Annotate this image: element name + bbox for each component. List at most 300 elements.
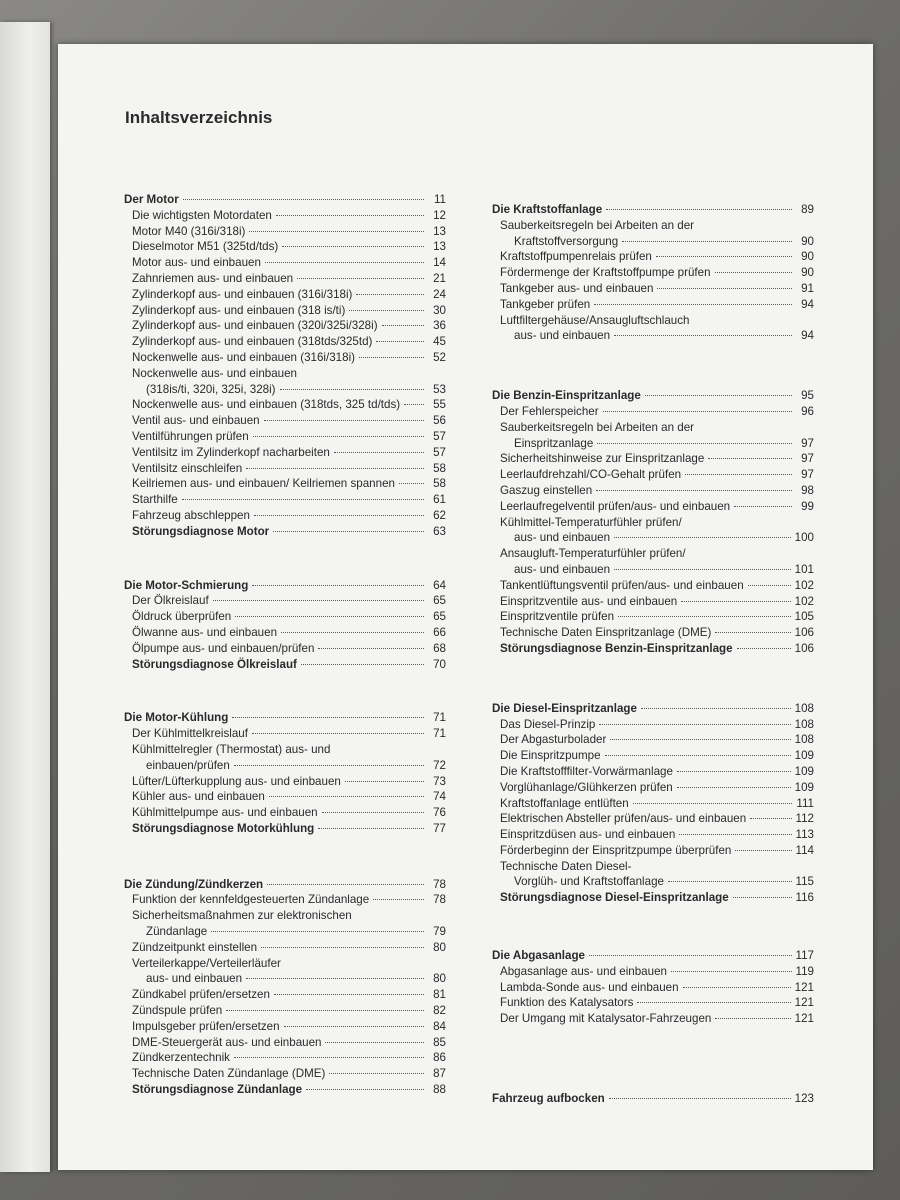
toc-entry [116, 892, 446, 908]
toc-entry-label: Sauberkeitsregeln bei Arbeiten an der [500, 420, 695, 434]
toc-page-number: 73 [433, 774, 446, 788]
toc-column-left [116, 192, 446, 1098]
toc-page-number: 123 [794, 1092, 814, 1106]
toc-entry-label: Tankgeber aus- und einbauen [500, 281, 654, 295]
toc-entry-label: aus- und einbauen [146, 972, 243, 986]
toc-page-number: 89 [801, 203, 814, 216]
dot-leader [622, 241, 792, 242]
toc-entry [484, 780, 814, 796]
dot-leader [301, 664, 424, 665]
toc-entry [484, 717, 814, 733]
toc-page-number: 108 [794, 733, 814, 747]
toc-section-heading [116, 710, 446, 726]
toc-entry-label: Einspritzdüsen aus- und einbauen [500, 828, 676, 842]
toc-entry [484, 980, 814, 996]
toc-page-number: 99 [801, 499, 814, 513]
toc-page-number: 63 [433, 524, 446, 538]
toc-entry-label: Zylinderkopf aus- und einbauen (318 is/ti) [132, 303, 346, 317]
toc-entry [116, 1050, 446, 1066]
toc-entry [116, 303, 446, 319]
toc-entry [484, 515, 814, 531]
toc-page-number: 121 [794, 996, 814, 1010]
toc-entry-label: Ventil aus- und einbauen [132, 414, 260, 428]
toc-page-number: 11 [433, 193, 446, 206]
toc-entry-label: Funktion des Katalysators [500, 996, 634, 1010]
toc-page-number: 109 [794, 780, 814, 794]
toc-page-number: 86 [433, 1051, 446, 1065]
toc-entry [116, 726, 446, 742]
toc-page-number: 65 [433, 594, 446, 608]
toc-page-number: 68 [433, 641, 446, 655]
toc-entry [116, 956, 446, 972]
toc-entry-label: Die Kraftstoffanlage [492, 203, 603, 216]
toc-page-number: 108 [794, 717, 814, 731]
dot-leader [677, 771, 791, 772]
dot-leader [269, 796, 424, 797]
dot-leader [318, 828, 424, 829]
toc-entry [484, 843, 814, 859]
toc-page-number: 111 [796, 796, 814, 810]
dot-leader [318, 648, 424, 649]
toc-entry-label: Luftfiltergehäuse/Ansaugluftschlauch [500, 313, 690, 327]
dot-leader [605, 755, 791, 756]
dot-leader [633, 803, 792, 804]
toc-entry-label: Starthilfe [132, 493, 178, 507]
dot-leader [373, 899, 424, 900]
toc-page-number: 74 [433, 790, 446, 804]
dot-leader [715, 1018, 790, 1019]
toc-entry [484, 732, 814, 748]
toc-entry-label: Störungsdiagnose Zündanlage [132, 1083, 303, 1097]
toc-page-number: 105 [794, 610, 814, 624]
dot-leader [246, 978, 424, 979]
toc-entry-label: Die Kraftstofffilter-Vorwärmanlage [500, 764, 673, 778]
toc-entry [116, 318, 446, 334]
toc-entry-label: Die Motor-Kühlung [124, 711, 229, 725]
dot-leader [685, 474, 792, 475]
toc-entry-label: Einspritzventile prüfen [500, 610, 615, 624]
toc-page-number: 52 [433, 350, 446, 364]
toc-page-number: 71 [433, 727, 446, 741]
toc-entry-label: Der Umgang mit Katalysator-Fahrzeugen [500, 1012, 712, 1026]
toc-entry-label: Motor M40 (316i/318i) [132, 224, 246, 238]
toc-entry-label: einbauen/prüfen [146, 758, 230, 772]
toc-entry-label: Leerlaufdrehzahl/CO-Gehalt prüfen [500, 468, 682, 482]
toc-entry-label: Lüfter/Lüfterkupplung aus- und einbauen [132, 774, 341, 788]
toc-entry-label: Fördermenge der Kraftstoffpumpe prüfen [500, 266, 711, 280]
toc-entry-label: Zylinderkopf aus- und einbauen (320i/325i/328i) [132, 319, 378, 333]
toc-entry [484, 404, 814, 420]
toc-page-number: 98 [801, 483, 814, 497]
dot-leader [668, 881, 792, 882]
toc-section-heading [116, 877, 446, 893]
toc-entry [116, 758, 446, 774]
toc-entry-label: Kühlmittelpumpe aus- und einbauen [132, 806, 318, 820]
dot-leader [618, 616, 791, 617]
dot-leader [211, 931, 424, 932]
dot-leader [683, 987, 791, 988]
dot-leader [382, 325, 424, 326]
dot-leader [297, 278, 424, 279]
toc-section [484, 202, 814, 344]
toc-entry-label: Ölpumpe aus- und einbauen/prüfen [132, 641, 315, 655]
dot-leader [249, 231, 424, 232]
toc-section [484, 701, 814, 906]
toc-entry-label: Lambda-Sonde aus- und einbauen [500, 980, 679, 994]
dot-leader [322, 812, 424, 813]
toc-entry [116, 657, 446, 673]
dot-leader [213, 600, 424, 601]
dot-leader [715, 632, 790, 633]
dot-leader [265, 262, 424, 263]
toc-entry [484, 609, 814, 625]
toc-entry [116, 908, 446, 924]
toc-entry [484, 265, 814, 281]
dot-leader [267, 884, 424, 885]
toc-entry-label: Zahnriemen aus- und einbauen [132, 271, 294, 285]
toc-entry-label: Vorglüh- und Kraftstoffanlage [514, 875, 664, 889]
dot-leader [264, 420, 424, 421]
toc-entry-label: Zündkabel prüfen/ersetzen [132, 988, 270, 1002]
toc-entry [116, 940, 446, 956]
toc-page-number: 21 [433, 271, 446, 285]
toc-entry [484, 328, 814, 344]
toc-entry-label: Zylinderkopf aus- und einbauen (318tds/325td) [132, 335, 373, 349]
toc-entry [484, 764, 814, 780]
toc-entry [484, 890, 814, 906]
toc-entry-label: Verteilerkappe/Verteilerläufer [132, 956, 281, 970]
toc-page-number: 58 [433, 461, 446, 475]
toc-entry-label: Ölwanne aus- und einbauen [132, 625, 278, 639]
toc-page-number: 62 [433, 508, 446, 522]
toc-page-number: 113 [795, 828, 814, 842]
toc-entry-label: Tankgeber prüfen [500, 297, 591, 311]
dot-leader [681, 601, 790, 602]
toc-entry [116, 742, 446, 758]
toc-page-number: 57 [433, 445, 446, 459]
toc-page-number: 58 [433, 477, 446, 491]
toc-entry-label: Einspritzanlage [514, 436, 594, 450]
toc-page-number: 70 [433, 657, 446, 671]
toc-entry-label: Zylinderkopf aus- und einbauen (316i/318i) [132, 287, 353, 301]
toc-entry-label: Der Motor [124, 193, 179, 206]
toc-page-number: 71 [433, 711, 446, 725]
toc-page-number: 87 [433, 1067, 446, 1081]
toc-entry-label: Förderbeginn der Einspritzpumpe überprüfen [500, 843, 732, 857]
toc-entry-label: DME-Steuergerät aus- und einbauen [132, 1035, 322, 1049]
toc-entry-label: Motor aus- und einbauen [132, 256, 261, 270]
toc-section-heading [484, 388, 814, 404]
toc-page-number: 90 [801, 234, 814, 248]
toc-entry-label: Elektrischen Absteller prüfen/aus- und einbauen [500, 812, 747, 826]
dot-leader [183, 199, 424, 200]
dot-leader [226, 1010, 424, 1011]
dot-leader [282, 246, 424, 247]
dot-leader [234, 765, 424, 766]
toc-page-number: 36 [433, 319, 446, 333]
toc-entry [116, 366, 446, 382]
toc-entry [484, 594, 814, 610]
toc-entry-label: Der Abgasturbolader [500, 733, 607, 747]
toc-page-number: 30 [433, 303, 446, 317]
toc-entry-label: Ventilführungen prüfen [132, 429, 249, 443]
toc-section-heading [116, 192, 446, 208]
dot-leader [596, 490, 792, 491]
toc-entry [484, 796, 814, 812]
dot-leader [404, 404, 424, 405]
toc-entry-label: Zündspule prüfen [132, 1004, 223, 1018]
toc-entry [484, 467, 814, 483]
dot-leader [750, 818, 791, 819]
dot-leader [359, 357, 424, 358]
toc-page-number: 114 [795, 843, 814, 857]
dot-leader [356, 294, 424, 295]
dot-leader [329, 1073, 424, 1074]
toc-entry [116, 609, 446, 625]
toc-entry-label: Zündkerzentechnik [132, 1051, 230, 1065]
toc-page-number: 78 [433, 893, 446, 907]
toc-entry-label: Leerlaufregelventil prüfen/aus- und einbauen [500, 499, 731, 513]
toc-entry [484, 964, 814, 980]
toc-entry [116, 805, 446, 821]
dot-leader [234, 1057, 424, 1058]
dot-leader [656, 256, 792, 257]
toc-entry [116, 1035, 446, 1051]
toc-entry-label: Sauberkeitsregeln bei Arbeiten an der [500, 218, 695, 232]
toc-entry-label: Gaszug einstellen [500, 483, 593, 497]
toc-entry-label: Öldruck überprüfen [132, 610, 232, 624]
toc-entry-label: Sicherheitsmaßnahmen zur elektronischen [132, 909, 352, 923]
toc-entry [484, 281, 814, 297]
toc-entry [116, 445, 446, 461]
toc-entry [484, 451, 814, 467]
toc-page-number: 102 [794, 594, 814, 608]
toc-entry-label: Die Diesel-Einspritzanlage [492, 701, 637, 715]
toc-page-number: 91 [801, 281, 814, 295]
toc-entry-label: Störungsdiagnose Ölkreislauf [132, 657, 297, 671]
toc-entry [116, 397, 446, 413]
toc-entry [484, 625, 814, 641]
dot-leader [325, 1042, 424, 1043]
toc-entry-label: Technische Daten Diesel- [500, 859, 632, 873]
dot-leader [182, 499, 424, 500]
toc-entry [116, 924, 446, 940]
toc-entry-label: aus- und einbauen [514, 531, 611, 545]
toc-entry-label: Funktion der kennfeldgesteuerten Zündanlage [132, 893, 370, 907]
toc-page-number: 64 [433, 578, 446, 592]
toc-entry-label: Vorglühanlage/Glühkerzen prüfen [500, 780, 673, 794]
toc-entry-label: Kraftstoffanlage entlüften [500, 796, 629, 810]
toc-page-number: 55 [433, 398, 446, 412]
toc-page-number: 84 [433, 1019, 446, 1033]
toc-entry-label: Dieselmotor M51 (325td/tds) [132, 240, 279, 254]
dot-leader [677, 787, 791, 788]
toc-section-heading [116, 578, 446, 594]
toc-entry-label: Technische Daten Zündanlage (DME) [132, 1067, 326, 1081]
toc-page-number: 94 [801, 297, 814, 311]
toc-entry-label: Nockenwelle aus- und einbauen (318tds, 325 td/tds) [132, 398, 401, 412]
toc-page-number: 97 [801, 436, 814, 450]
dot-leader [235, 616, 424, 617]
toc-entry [484, 218, 814, 234]
toc-entry [116, 625, 446, 641]
toc-entry [484, 313, 814, 329]
toc-entry [116, 287, 446, 303]
toc-entry-label: Keilriemen aus- und einbauen/ Keilriemen spannen [132, 477, 395, 491]
toc-entry [484, 811, 814, 827]
toc-entry-label: Ansaugluft-Temperaturfühler prüfen/ [500, 547, 686, 561]
toc-entry-label: Der Fehlerspeicher [500, 404, 599, 418]
toc-page-number: 77 [433, 821, 446, 835]
dot-leader [246, 468, 424, 469]
toc-entry [116, 1003, 446, 1019]
dot-leader [284, 1026, 424, 1027]
toc-entry-label: Zündzeitpunkt einstellen [132, 940, 258, 954]
toc-section-heading [484, 1091, 814, 1107]
toc-page-number: 82 [433, 1004, 446, 1018]
dot-leader [273, 531, 424, 532]
toc-entry [116, 789, 446, 805]
toc-entry-label: Abgasanlage aus- und einbauen [500, 964, 667, 978]
toc-page-number: 116 [795, 891, 814, 905]
toc-page-number: 119 [795, 964, 814, 978]
toc-entry-label: Störungsdiagnose Motor [132, 524, 270, 538]
toc-entry [484, 562, 814, 578]
toc-entry-label: Fahrzeug aufbocken [492, 1092, 605, 1106]
dot-leader [261, 947, 424, 948]
toc-entry [484, 546, 814, 562]
toc-entry [116, 413, 446, 429]
dot-leader [708, 458, 792, 459]
dot-leader [671, 971, 792, 972]
dot-leader [734, 506, 792, 507]
toc-page-number: 14 [433, 256, 446, 270]
toc-page-number: 102 [794, 578, 814, 592]
toc-entry-label: Die Benzin-Einspritzanlage [492, 389, 641, 403]
toc-page-number: 61 [433, 493, 446, 507]
toc-page-number: 85 [433, 1035, 446, 1049]
toc-page-number: 12 [433, 208, 446, 222]
toc-page-number: 88 [433, 1083, 446, 1097]
toc-entry [484, 249, 814, 265]
toc-page-number: 13 [433, 240, 446, 254]
dot-leader [641, 708, 791, 709]
dot-leader [594, 304, 792, 305]
toc-entry [116, 476, 446, 492]
toc-entry-label: Nockenwelle aus- und einbauen (316i/318i) [132, 350, 356, 364]
toc-section [116, 710, 446, 836]
toc-entry [116, 774, 446, 790]
toc-entry [116, 987, 446, 1003]
toc-entry-label: Fahrzeug abschleppen [132, 508, 250, 522]
dot-leader [280, 389, 424, 390]
dot-leader [345, 781, 424, 782]
toc-entry-label: Die Abgasanlage [492, 949, 585, 963]
toc-page-number: 72 [433, 758, 446, 772]
dot-leader [733, 897, 792, 898]
toc-entry [116, 492, 446, 508]
toc-entry [116, 1066, 446, 1082]
toc-page-number: 106 [794, 626, 814, 640]
toc-entry [116, 208, 446, 224]
toc-entry-label: Kühlmittel-Temperaturfühler prüfen/ [500, 515, 682, 529]
toc-entry-label: Zündanlage [146, 925, 208, 939]
toc-entry-label: Störungsdiagnose Motorkühlung [132, 821, 315, 835]
toc-page-number: 78 [433, 877, 446, 891]
toc-page-number: 80 [433, 940, 446, 954]
toc-entry-label: aus- und einbauen [514, 329, 611, 343]
toc-entry-label: Die Motor-Schmierung [124, 578, 249, 592]
toc-page-number: 121 [794, 1012, 814, 1026]
toc-entry [484, 499, 814, 515]
toc-entry-label: Kühlmittelregler (Thermostat) aus- und [132, 742, 331, 756]
dot-leader [281, 632, 424, 633]
toc-entry [484, 436, 814, 452]
toc-entry-label: Das Diesel-Prinzip [500, 717, 596, 731]
toc-entry-label: Störungsdiagnose Diesel-Einspritzanlage [500, 891, 729, 905]
toc-page-number: 94 [801, 329, 814, 343]
dot-leader [376, 341, 424, 342]
toc-page-number: 57 [433, 429, 446, 443]
toc-page-number: 108 [794, 701, 814, 715]
dot-leader [614, 569, 791, 570]
toc-section-heading [484, 948, 814, 964]
toc-section [116, 877, 446, 1098]
toc-page-number: 56 [433, 414, 446, 428]
toc-entry [116, 271, 446, 287]
toc-entry [116, 524, 446, 540]
dot-leader [589, 955, 792, 956]
toc-entry-label: Kühler aus- und einbauen [132, 790, 265, 804]
dot-leader [679, 834, 791, 835]
dot-leader [274, 994, 424, 995]
dot-leader [614, 537, 791, 538]
toc-entry-label: Störungsdiagnose Benzin-Einspritzanlage [500, 641, 733, 655]
dot-leader [334, 452, 424, 453]
toc-entry [484, 641, 814, 657]
toc-entry-label: Sicherheitshinweise zur Einspritzanlage [500, 452, 705, 466]
toc-section [484, 948, 814, 1027]
toc-entry-label: Die Zündung/Zündkerzen [124, 877, 264, 891]
toc-entry-label: Technische Daten Einspritzanlage (DME) [500, 626, 712, 640]
toc-page-number: 109 [794, 749, 814, 763]
toc-entry [116, 461, 446, 477]
toc-entry-label: Ventilsitz im Zylinderkopf nacharbeiten [132, 445, 330, 459]
toc-page-number: 79 [433, 925, 446, 939]
toc-entry [484, 1011, 814, 1027]
toc-entry [116, 508, 446, 524]
toc-page-number: 106 [794, 641, 814, 655]
toc-section-heading [484, 202, 814, 218]
toc-entry [484, 995, 814, 1011]
toc-page-number: 101 [794, 562, 814, 576]
toc-entry-label: Impulsgeber prüfen/ersetzen [132, 1019, 280, 1033]
toc-entry [484, 859, 814, 875]
toc-entry [116, 239, 446, 255]
dot-leader [715, 272, 792, 273]
toc-entry [116, 382, 446, 398]
dot-leader [748, 585, 791, 586]
facing-page-edge [0, 22, 50, 1172]
toc-section [116, 192, 446, 540]
dot-leader [603, 411, 792, 412]
toc-entry [116, 821, 446, 837]
toc-entry-label: Kraftstoffversorgung [514, 234, 619, 248]
toc-page-number: 112 [795, 812, 814, 826]
dot-leader [252, 733, 424, 734]
toc-entry [484, 748, 814, 764]
toc-page-number: 90 [801, 266, 814, 280]
